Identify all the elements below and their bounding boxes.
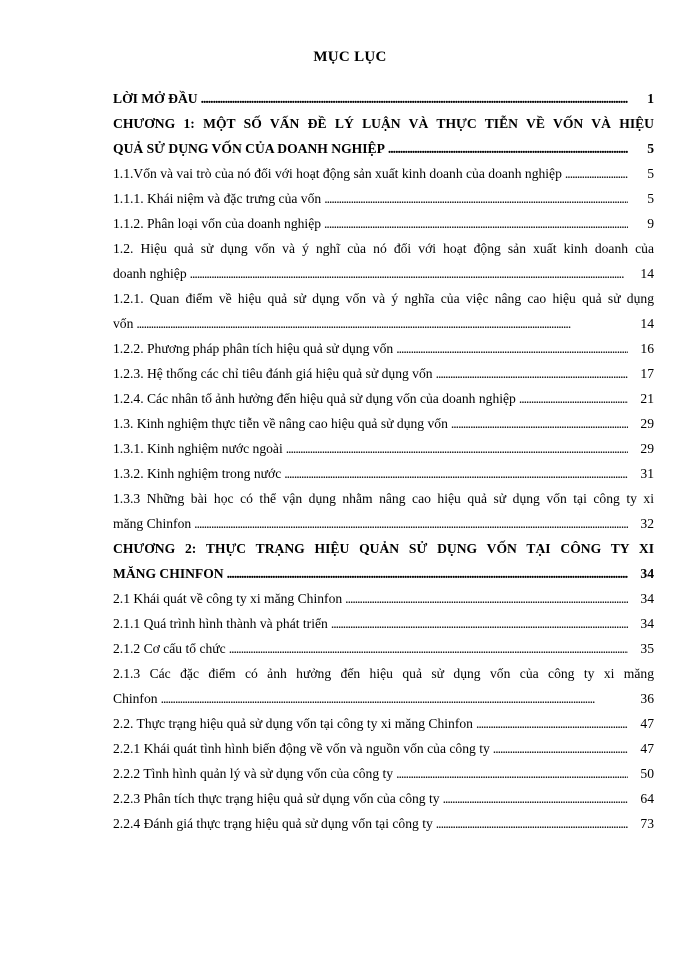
table-of-contents [113,86,654,836]
toc-entry-text: 1.2.2. Phương pháp phân tích hiệu quả sử dụng vốn [113,341,394,356]
toc-entry-text: 1.2.4. Các nhân tố ảnh hưởng đến hiệu quả sử dụng vốn của doanh nghiệp [113,391,516,406]
toc-entry-page-number: 34 [640,566,654,581]
dot-leader [286,436,628,461]
toc-entry-page-number: 47 [640,741,654,756]
dot-leader [227,561,628,586]
toc-entry [113,336,654,361]
toc-entry-line [113,786,654,811]
toc-entry-text: 2.2.2 Tình hình quản lý và sử dụng vốn của công ty [113,766,394,781]
toc-entry [113,761,654,786]
toc-entry-line [113,311,654,336]
toc-entry [113,636,654,661]
toc-entry-text: 2.1 Khái quát về công ty xi măng Chinfon [113,591,343,606]
dot-leader [324,186,628,211]
toc-entry-text: 1.2.3. Hệ thống các chỉ tiêu đánh giá hiệu quả sử dụng vốn [113,366,433,381]
toc-entry [113,161,654,186]
dot-leader [190,261,628,286]
toc-entry-page-number: 16 [640,341,654,356]
toc-entry [113,711,654,736]
dot-leader [331,611,628,636]
toc-entry-text: 1.3.1. Kinh nghiệm nước ngoài [113,441,283,456]
toc-entry-line [113,636,654,661]
toc-entry-text-first-line: 1.2.1. Quan điểm về hiệu quả sử dụng vốn và ý nghĩa của việc nâng cao hiệu quả sử dụng [113,291,654,306]
dot-leader [136,311,628,336]
toc-entry-line [113,361,654,386]
toc-entry [113,611,654,636]
toc-entry-line [113,711,654,736]
dot-leader [201,86,628,111]
toc-entry-page-number: 64 [640,791,654,806]
toc-entry-line [113,136,654,161]
toc-entry-text: QUẢ SỬ DỤNG VỐN CỦA DOANH NGHIỆP [113,141,385,156]
toc-entry [113,736,654,761]
toc-entry-text: 2.2. Thực trạng hiệu quả sử dụng vốn tại công ty xi măng Chinfon [113,716,473,731]
toc-entry [113,411,654,436]
dot-leader [436,361,628,386]
toc-entry [113,536,654,586]
toc-entry-text: 1.3.2. Kinh nghiệm trong nước [113,466,282,481]
dot-leader [519,386,628,411]
toc-entry-page-number: 36 [640,691,654,706]
toc-entry-text-first-line: CHƯƠNG 1: MỘT SỐ VẤN ĐỀ LÝ LUẬN VÀ THỰC TIỄN VỀ VỐN VÀ HIỆU [113,116,654,131]
toc-entry-text-first-line: CHƯƠNG 2: THỰC TRẠNG HIỆU QUẢN SỬ DỤNG VỐN TẠI CÔNG TY XI [113,541,654,556]
toc-entry-line [113,161,654,186]
toc-entry [113,811,654,836]
toc-entry-page-number: 9 [647,216,654,231]
toc-entry-line [113,411,654,436]
toc-entry [113,186,654,211]
toc-entry [113,236,654,286]
toc-entry-page-number: 29 [640,416,654,431]
toc-entry-page-number: 32 [640,516,654,531]
toc-entry-page-number: 5 [647,141,654,156]
toc-entry [113,586,654,611]
toc-entry-text: Chinfon [113,691,158,706]
toc-entry-text: 1.1.2. Phân loại vốn của doanh nghiệp [113,216,322,231]
toc-entry-text: 1.1.1. Khái niệm và đặc trưng của vốn [113,191,322,206]
dot-leader [476,711,628,736]
dot-leader [194,511,628,536]
toc-entry-page-number: 21 [640,391,654,406]
dot-leader [565,161,628,186]
dot-leader [284,461,628,486]
dot-leader [493,736,628,761]
toc-entry-page-number: 73 [640,816,654,831]
toc-entry [113,661,654,711]
toc-entry-text: 1.3. Kinh nghiệm thực tiễn về nâng cao hiệu quả sử dụng vốn [113,416,448,431]
dot-leader [324,211,628,236]
dot-leader [436,811,628,836]
toc-entry [113,786,654,811]
toc-entry-line [113,736,654,761]
toc-entry-text: vốn [113,316,134,331]
toc-entry [113,461,654,486]
toc-entry-line [113,436,654,461]
toc-entry-text-first-line: 2.1.3 Các đặc điểm có ảnh hưởng đến hiệu quả sử dụng vốn của công ty xi măng [113,666,654,681]
dot-leader [451,411,628,436]
toc-entry-text: măng Chinfon [113,516,192,531]
toc-entry-page-number: 5 [647,191,654,206]
dot-leader [443,786,628,811]
toc-entry-line [113,561,654,586]
toc-entry-page-number: 34 [640,616,654,631]
toc-entry-text: 2.2.1 Khái quát tình hình biến động về vốn và nguồn vốn của công ty [113,741,490,756]
toc-entry-page-number: 1 [647,91,654,106]
toc-entry-text: 2.2.4 Đánh giá thực trạng hiệu quả sử dụng vốn tại công ty [113,816,433,831]
toc-entry-line [113,611,654,636]
dot-leader [345,586,628,611]
toc-entry-line [113,336,654,361]
toc-entry-text-first-line: 1.3.3 Những bài học có thể vận dụng nhằm nâng cao hiệu quả sử dụng vốn tại công ty xi [113,491,654,506]
toc-entry-line [113,186,654,211]
toc-entry-text: 2.2.3 Phân tích thực trạng hiệu quả sử dụng vốn của công ty [113,791,440,806]
toc-entry-page-number: 31 [640,466,654,481]
toc-entry [113,361,654,386]
toc-entry-line [113,261,654,286]
toc-entry-line [113,86,654,111]
toc-entry-line [113,586,654,611]
toc-entry-page-number: 50 [640,766,654,781]
toc-entry-text: doanh nghiệp [113,266,187,281]
toc-entry [113,211,654,236]
toc-title: MỤC LỤC [313,49,387,65]
toc-entry [113,386,654,411]
toc-entry-line [113,761,654,786]
dot-leader [161,686,628,711]
toc-entry-page-number: 5 [647,166,654,181]
toc-entry-line [113,211,654,236]
dot-leader [388,136,628,161]
toc-entry-text: 2.1.2 Cơ cấu tổ chức [113,641,226,656]
toc-entry [113,86,654,111]
dot-leader [396,336,628,361]
toc-entry [113,111,654,161]
toc-entry [113,286,654,336]
toc-entry-text: MĂNG CHINFON [113,566,224,581]
toc-entry-page-number: 14 [640,266,654,281]
toc-entry-page-number: 47 [640,716,654,731]
dot-leader [229,636,628,661]
dot-leader [396,761,628,786]
toc-entry [113,486,654,536]
toc-entry-line [113,386,654,411]
toc-entry-page-number: 34 [640,591,654,606]
toc-entry-page-number: 35 [640,641,654,656]
toc-entry [113,436,654,461]
toc-entry-line [113,811,654,836]
toc-entry-page-number: 29 [640,441,654,456]
toc-entry-text-first-line: 1.2. Hiệu quả sử dụng vốn và ý nghĩ của nó đối với hoạt động sản xuất kinh doanh của [113,241,654,256]
toc-entry-line [113,511,654,536]
toc-entry-text: 1.1.Vốn và vai trò của nó đối với hoạt động sản xuất kinh doanh của doanh nghiệp [113,166,562,181]
toc-entry-page-number: 14 [640,316,654,331]
toc-entry-line [113,686,654,711]
toc-entry-text: 2.1.1 Quá trình hình thành và phát triển [113,616,328,631]
toc-entry-line [113,461,654,486]
toc-entry-page-number: 17 [640,366,654,381]
toc-entry-text: LỜI MỞ ĐẦU [113,91,198,106]
